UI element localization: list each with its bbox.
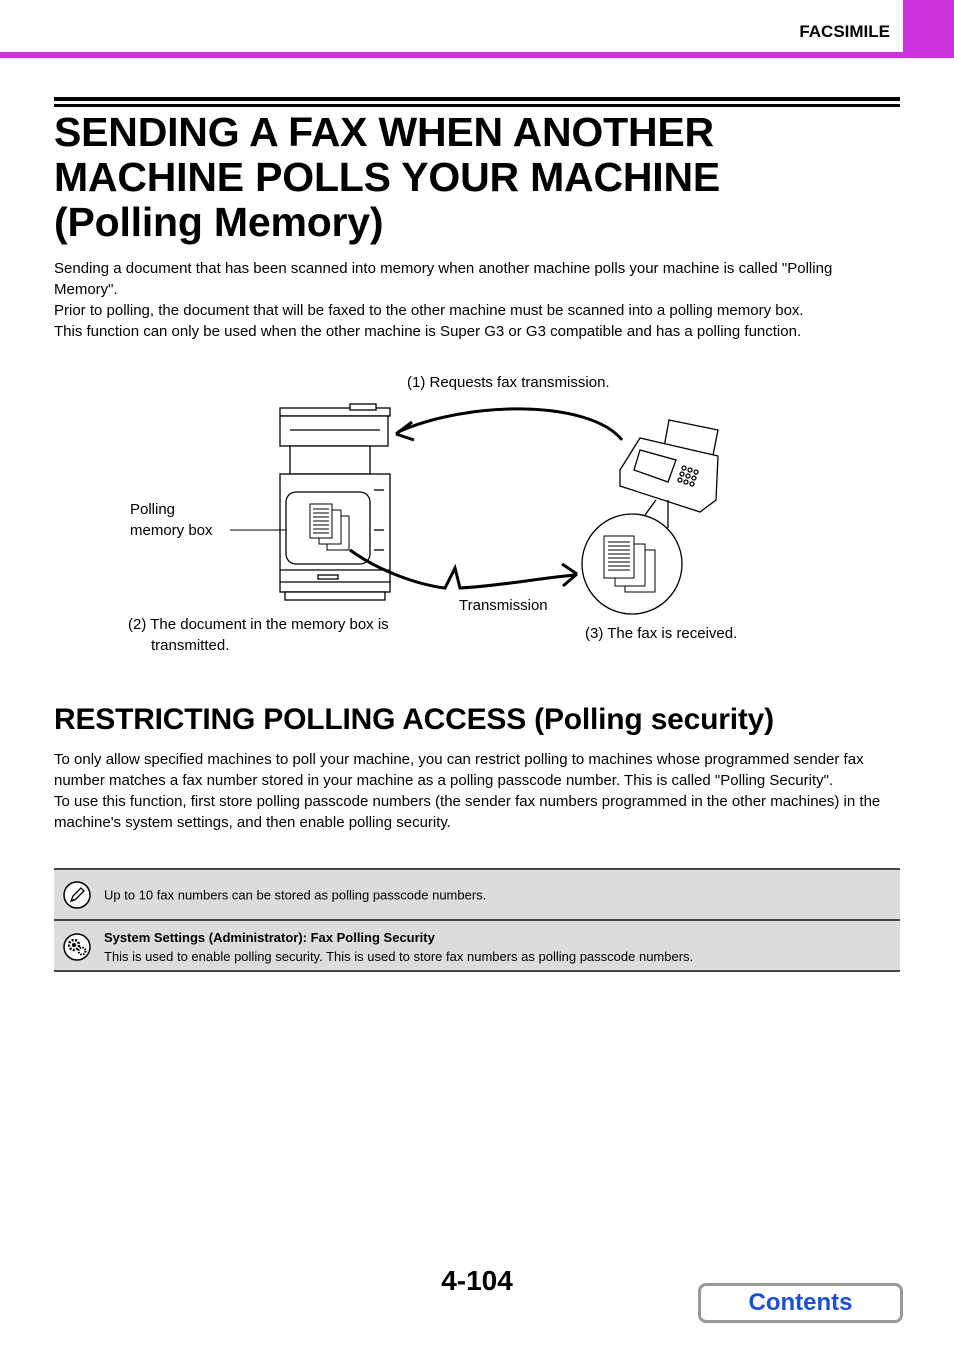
step-3-label: (3) The fax is received.	[585, 625, 738, 642]
copier-machine-icon	[280, 404, 390, 600]
memory-box-label-line2: memory box	[130, 522, 213, 539]
section-paragraph-2: To use this function, first store polling passcode numbers (the sender fax numbers programmed in the other machines) in the machine's system settings, and then enable polling security.	[54, 793, 881, 831]
header-bar	[0, 52, 954, 58]
section-heading: RESTRICTING POLLING ACCESS (Polling security)	[54, 703, 774, 736]
note-row	[54, 868, 900, 919]
request-arrow	[398, 409, 622, 440]
contents-button[interactable]: Contents	[698, 1283, 903, 1323]
step-1-label: (1) Requests fax transmission.	[407, 374, 610, 391]
page-number: 4-104	[441, 1265, 513, 1296]
settings-row	[54, 919, 900, 972]
intro-text	[54, 258, 900, 342]
memory-box-label-line1: Polling	[130, 501, 176, 518]
gear-icon	[62, 932, 92, 962]
intro-paragraph-1: Sending a document that has been scanned into memory when another machine polls your machine is called "Polling Memory".	[54, 260, 833, 298]
title-line-2: MACHINE POLLS YOUR MACHINE	[54, 154, 721, 200]
settings-title: System Settings (Administrator): Fax Polling Security	[104, 929, 435, 945]
settings-description: This is used to enable polling security. This is used to store fax numbers as polling passcode numbers.	[104, 948, 694, 964]
section-label: FACSIMILE	[799, 22, 890, 41]
polling-diagram	[0, 360, 954, 670]
title-rule-top	[54, 97, 900, 101]
transmission-label: Transmission	[459, 597, 548, 614]
notes-bottom-rule	[54, 970, 900, 972]
intro-paragraph-3: This function can only be used when the other machine is Super G3 or G3 compatible and has a polling function.	[54, 323, 802, 340]
header-tab	[903, 0, 954, 58]
settings-text	[104, 928, 890, 966]
fax-machine-icon	[620, 420, 718, 512]
pencil-icon	[62, 880, 92, 910]
title-rule-second	[54, 104, 900, 107]
section-text	[54, 749, 900, 833]
step-2-label-line2: transmitted.	[151, 637, 230, 654]
section-paragraph-1: To only allow specified machines to poll your machine, you can restrict polling to machines whose programmed sender fax number matches a fax number stored in your machine as a polling passcode number. This is called "Polling Security".	[54, 751, 864, 789]
step-2-label-line1: (2) The document in the memory box is	[128, 616, 389, 633]
intro-paragraph-2: Prior to polling, the document that will be faxed to the other machine must be scanned into a polling memory box.	[54, 302, 804, 319]
title-line-3: (Polling Memory)	[54, 199, 384, 245]
note-text: Up to 10 fax numbers can be stored as polling passcode numbers.	[104, 887, 487, 902]
title-line-1: SENDING A FAX WHEN ANOTHER	[54, 109, 714, 155]
page-title	[54, 110, 900, 245]
